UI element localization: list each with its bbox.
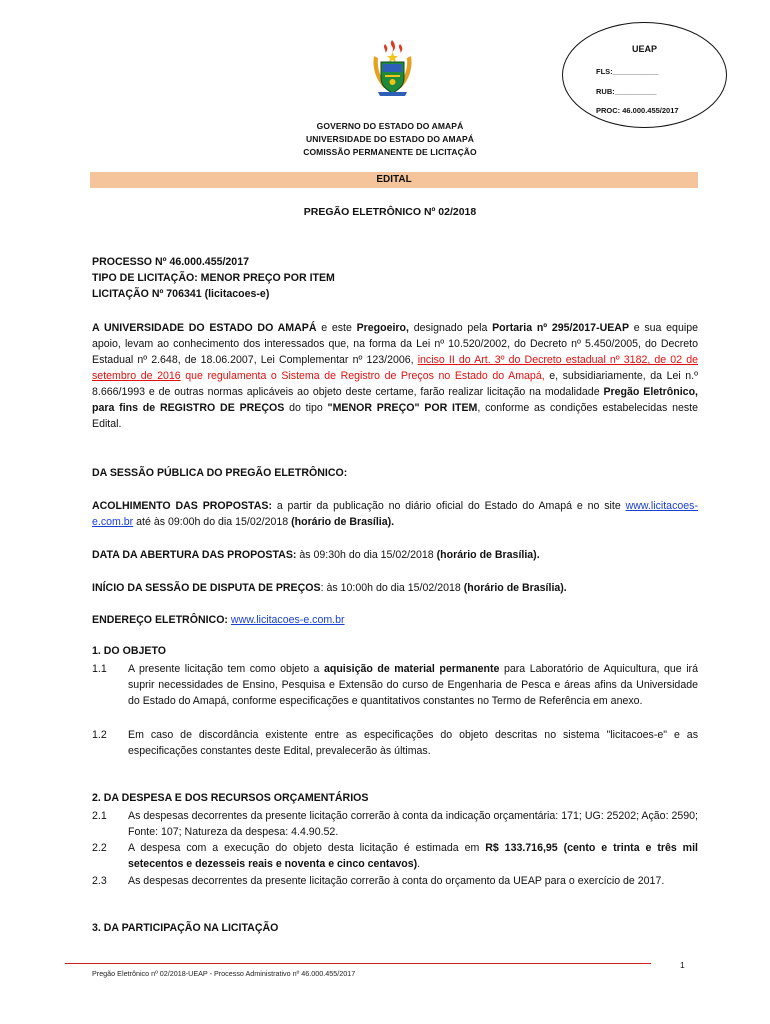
section-1-item-1 bbox=[92, 661, 698, 709]
proposal-opening-text: às 09:30h do dia 15/02/2018 bbox=[296, 549, 437, 561]
item-text bbox=[128, 661, 698, 709]
item-text: Em caso de discordância existente entre as especificações do objeto descritas no sistema "licitacoes-e" e as especificações constantes deste Edital, prevalecerão às últimas. bbox=[128, 729, 698, 757]
section-2-heading: 2. DA DESPESA E DOS RECURSOS ORÇAMENTÁRIOS bbox=[92, 792, 369, 804]
section-2-item-1 bbox=[92, 808, 698, 840]
stamp-fls: FLS:___________ bbox=[596, 67, 659, 76]
item-text bbox=[128, 840, 698, 872]
stamp-title: UEAP bbox=[631, 44, 657, 54]
proposal-reception-timezone: (horário de Brasília). bbox=[291, 516, 395, 528]
intro-university: A UNIVERSIDADE DO ESTADO DO AMAPÁ bbox=[92, 322, 317, 334]
dispute-start-timezone: (horário de Brasília). bbox=[463, 582, 567, 594]
intro-text-f: , conforme as condições estabelecidas neste Edital. bbox=[92, 402, 698, 430]
dispute-start bbox=[92, 580, 698, 596]
proposal-reception bbox=[92, 498, 698, 530]
dispute-start-label: INÍCIO DA SESSÃO DE DISPUTA DE PREÇOS bbox=[92, 582, 321, 594]
proposal-reception-label: ACOLHIMENTO DAS PROPOSTAS: bbox=[92, 500, 272, 512]
section-1-heading: 1. DO OBJETO bbox=[92, 645, 166, 657]
section-3-heading: 3. DA PARTICIPAÇÃO NA LICITAÇÃO bbox=[92, 922, 279, 934]
item-text: As despesas decorrentes da presente licitação correrão à conta do orçamento da UEAP para o exercício de 2017. bbox=[128, 875, 665, 887]
protocol-stamp bbox=[562, 22, 727, 128]
intro-pregoeiro: Pregoeiro, bbox=[356, 322, 409, 334]
item-number: 2.1 bbox=[92, 810, 107, 822]
proposal-opening-label: DATA DA ABERTURA DAS PROPOSTAS: bbox=[92, 549, 297, 561]
item-number: 2.3 bbox=[92, 875, 107, 887]
item-text-b: . bbox=[417, 858, 421, 870]
page-number: 1 bbox=[680, 960, 685, 970]
item-number: 2.2 bbox=[92, 842, 107, 854]
intro-modality: Pregão Eletrônico, para fins de REGISTRO DE PREÇOS bbox=[92, 386, 698, 414]
tender-number: LICITAÇÃO Nº 706341 (licitacoes-e) bbox=[92, 288, 270, 300]
electronic-address bbox=[92, 612, 698, 628]
dispute-start-text: : às 10:00h do dia 15/02/2018 bbox=[320, 582, 464, 594]
intro-paragraph bbox=[92, 320, 698, 432]
intro-text-b: designado pela bbox=[408, 322, 493, 334]
stamp-rub: RUB:__________ bbox=[596, 87, 657, 96]
intro-text-e: do tipo bbox=[284, 402, 328, 414]
intro-text-a: e este bbox=[316, 322, 357, 334]
edital-banner: EDITAL bbox=[90, 172, 698, 188]
proposal-reception-deadline: até às 09:00h do dia 15/02/2018 bbox=[133, 516, 292, 528]
header-government: GOVERNO DO ESTADO DO AMAPÁ bbox=[316, 121, 464, 131]
item-text-a: A despesa com a execução do objeto desta licitação é estimada em bbox=[128, 842, 486, 854]
footer-text: Pregão Eletrônico nº 02/2018-UEAP - Processo Administrativo nº 46.000.455/2017 bbox=[92, 969, 356, 978]
state-coat-of-arms-icon bbox=[370, 38, 415, 100]
item-number: 1.1 bbox=[92, 663, 107, 675]
section-2-item-3 bbox=[92, 873, 698, 889]
section-2-item-2 bbox=[92, 840, 698, 872]
item-object: aquisição de material permanente bbox=[323, 663, 500, 675]
item-number: 1.2 bbox=[92, 729, 107, 741]
process-number: PROCESSO Nº 46.000.455/2017 bbox=[92, 256, 249, 268]
header-commission: COMISSÃO PERMANENTE DE LICITAÇÃO bbox=[303, 147, 477, 157]
electronic-address-label: ENDEREÇO ELETRÔNICO: bbox=[92, 614, 228, 626]
item-estimated-value: R$ 133.716,95 (cento e trinta e três mil setecentos e dezesseis reais e noventa e cinco centavos) bbox=[128, 842, 698, 870]
section-1-item-2 bbox=[92, 727, 698, 759]
electronic-address-link[interactable]: www.licitacoes-e.com.br bbox=[230, 614, 345, 626]
stamp-proc: PROC: 46.000.455/2017 bbox=[596, 106, 679, 115]
proposal-opening-timezone: (horário de Brasília). bbox=[436, 549, 540, 561]
item-text: As despesas decorrentes da presente licitação correrão à conta da indicação orçamentária: 171; UG: 25202; Ação: 2590; Fonte: 107; Natureza da despesa: 4.4.90.52. bbox=[128, 810, 698, 838]
intro-type: "MENOR PREÇO" POR ITEM bbox=[327, 402, 478, 414]
tender-type: TIPO DE LICITAÇÃO: MENOR PREÇO POR ITEM bbox=[92, 272, 335, 284]
intro-decree-description: que regulamenta o Sistema de Registro de Preços no Estado do Amapá, bbox=[180, 370, 545, 382]
item-text-b: para Laboratório de Aquicultura, que irá suprir necessidades de Ensino, Pesquisa e Extensão do curso de Engenharia de Pesca e áreas afins da Universidade do Estado do Amapá, conforme especificações e quantitativos constantes no Termo de Referência em anexo. bbox=[128, 663, 698, 707]
intro-portaria: Portaria nº 295/2017-UEAP bbox=[492, 322, 630, 334]
proposal-opening bbox=[92, 547, 698, 563]
intro-text-d: e, subsidiariamente, da Lei n.º 8.666/1993 e de outras normas aplicáveis ao objeto deste certame, farão realizar licitação na modalidade bbox=[92, 370, 698, 398]
proposal-reception-link[interactable]: www.licitacoes-e.com.br bbox=[92, 500, 698, 528]
intro-text-c: e sua equipe apoio, levam ao conhecimento dos interessados que, na forma da Lei nº 10.520/2002, do Decreto nº 5.450/2005, do Decreto Estadual nº 2.648, de 18.06.2007, Lei Complementar nº 123/2006, bbox=[92, 322, 698, 366]
session-heading: DA SESSÃO PÚBLICA DO PREGÃO ELETRÔNICO: bbox=[92, 467, 348, 479]
intro-decree-reference[interactable]: inciso II do Art. 3º do Decreto estadual nº 3182, de 02 de setembro de 2016 bbox=[92, 354, 698, 382]
document-title: PREGÃO ELETRÔNICO Nº 02/2018 bbox=[303, 206, 477, 218]
footer-divider bbox=[65, 963, 651, 964]
proposal-reception-text: a partir da publicação no diário oficial do Estado do Amapá e no site bbox=[271, 500, 626, 512]
item-text-a: A presente licitação tem como objeto a bbox=[128, 663, 324, 675]
header-university: UNIVERSIDADE DO ESTADO DO AMAPÁ bbox=[306, 134, 474, 144]
